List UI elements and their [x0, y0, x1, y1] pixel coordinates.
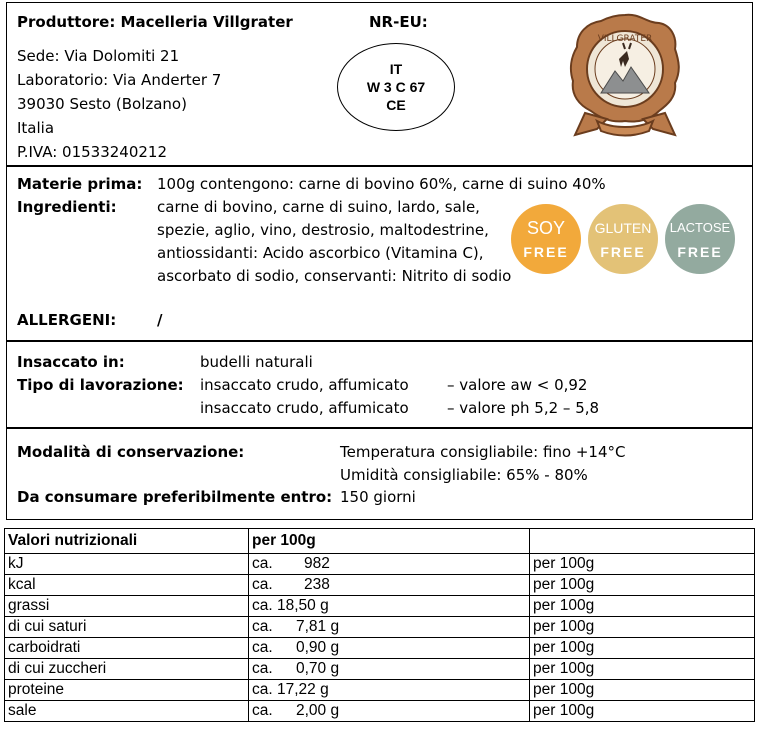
consumare-label: Da consumare preferibilmente entro: — [17, 488, 333, 506]
tipo-label: Tipo di lavorazione: — [17, 376, 184, 394]
soy-free-bottom: FREE — [523, 244, 569, 260]
ca-label: ca. — [252, 555, 273, 572]
ca-label: ca. — [252, 618, 273, 635]
nutrition-header-per100: per 100g — [249, 529, 530, 554]
table-row — [5, 596, 755, 617]
nutrient-name: grassi — [5, 596, 249, 617]
producer-laboratorio: Laboratorio: Via Anderter 7 — [17, 71, 222, 89]
nutrient-name: proteine — [5, 680, 249, 701]
gluten-free-badge — [588, 204, 658, 274]
gluten-free-top: GLUTEN — [594, 220, 652, 236]
nutrient-name: kJ — [5, 554, 249, 575]
nutrient-value-cell — [249, 701, 530, 722]
nutrient-value-cell — [249, 659, 530, 680]
nutrition-table — [4, 528, 755, 722]
nutrition-header-name: Valori nutrizionali — [5, 529, 249, 554]
nr-eu-stamp — [337, 43, 455, 131]
nutrient-value-cell — [249, 554, 530, 575]
lactose-free-bottom: FREE — [677, 244, 723, 260]
insaccato-label: Insaccato in: — [17, 353, 125, 371]
nutrient-unit: per 100g — [530, 701, 755, 722]
tipo-row2-value: insaccato crudo, affumicato — [200, 399, 409, 417]
nutrient-value-cell — [249, 596, 530, 617]
table-row — [5, 575, 755, 596]
producer-sede: Sede: Via Dolomiti 21 — [17, 47, 180, 65]
table-row — [5, 659, 755, 680]
villgrater-logo — [567, 11, 683, 143]
tipo-row1-value: insaccato crudo, affumicato — [200, 376, 409, 394]
nutrient-unit: per 100g — [530, 659, 755, 680]
nutrient-unit: per 100g — [530, 596, 755, 617]
ingredienti-line-1: carne di bovino, carne di suino, lardo, sale, — [157, 198, 480, 216]
logo-text: VILLGRATER — [597, 34, 653, 44]
nr-eu-code: W 3 C 67 — [366, 79, 426, 95]
insaccato-value: budelli naturali — [200, 353, 313, 371]
allergeni-value: / — [157, 311, 163, 329]
gluten-free-bottom: FREE — [600, 244, 646, 260]
nr-eu-label: NR-EU: — [369, 13, 428, 31]
table-row — [5, 680, 755, 701]
nutrient-value: 17,22 g — [277, 681, 329, 698]
nutrient-value: 7,81 g — [296, 618, 340, 635]
nutrient-value: 982 — [304, 555, 330, 572]
nutrient-name: sale — [5, 701, 249, 722]
table-row — [5, 701, 755, 722]
nutrient-name: kcal — [5, 575, 249, 596]
nutrient-value: 18,50 g — [277, 597, 329, 614]
tipo-row1-note: – valore aw < 0,92 — [447, 376, 588, 394]
nutrition-header-row — [5, 529, 755, 554]
ingredienti-label: Ingredienti: — [17, 198, 117, 216]
nutrient-value: 2,00 g — [296, 702, 340, 719]
nutrient-value: 0,90 g — [296, 639, 340, 656]
table-row — [5, 554, 755, 575]
lactose-free-badge — [665, 204, 735, 274]
allergeni-label: ALLERGENI: — [17, 311, 117, 329]
nutrient-unit: per 100g — [530, 638, 755, 659]
nutrient-unit: per 100g — [530, 554, 755, 575]
nutrient-unit: per 100g — [530, 575, 755, 596]
nutrient-name: di cui saturi — [5, 617, 249, 638]
nutrient-unit: per 100g — [530, 617, 755, 638]
ca-label: ca. — [252, 576, 273, 593]
ingredienti-line-2: spezie, aglio, vino, destrosio, maltodestrine, — [157, 221, 489, 239]
nutrient-value-cell — [249, 575, 530, 596]
nr-eu-country: IT — [389, 61, 403, 77]
nutrient-value-cell — [249, 680, 530, 701]
ca-label: ca. — [252, 681, 273, 698]
materie-value: 100g contengono: carne di bovino 60%, carne di suino 40% — [157, 175, 606, 193]
nutrient-value: 238 — [304, 576, 330, 593]
producer-country: Italia — [17, 119, 55, 137]
storage-humidity: Umidità consigliabile: 65% - 80% — [340, 466, 588, 484]
nutrient-unit: per 100g — [530, 680, 755, 701]
producer-city: 39030 Sesto (Bolzano) — [17, 95, 187, 113]
nutrient-value-cell — [249, 617, 530, 638]
storage-temperature: Temperatura consigliabile: fino +14°C — [340, 443, 626, 461]
nutrition-header-empty — [530, 529, 755, 554]
table-row — [5, 638, 755, 659]
ca-label: ca. — [252, 639, 273, 656]
tipo-row2-note: – valore ph 5,2 – 5,8 — [447, 399, 600, 417]
nutrient-name: carboidrati — [5, 638, 249, 659]
producer-piva: P.IVA: 01533240212 — [17, 143, 167, 161]
ca-label: ca. — [252, 702, 273, 719]
processing-section — [6, 341, 753, 428]
ca-label: ca. — [252, 660, 273, 677]
consumare-value: 150 giorni — [340, 488, 416, 506]
nutrient-value: 0,70 g — [296, 660, 340, 677]
producer-section — [6, 2, 753, 166]
storage-section — [6, 428, 753, 520]
nutrient-value-cell — [249, 638, 530, 659]
modalita-label: Modalità di conservazione: — [17, 443, 245, 461]
table-row — [5, 617, 755, 638]
ingredienti-line-4: ascorbato di sodio, conservanti: Nitrito di sodio — [157, 267, 512, 285]
nutrient-name: di cui zuccheri — [5, 659, 249, 680]
soy-free-badge — [511, 204, 581, 274]
ca-label: ca. — [252, 597, 273, 614]
ingredienti-line-3: antiossidanti: Acido ascorbico (Vitamina C), — [157, 244, 484, 262]
nr-eu-ce: CE — [386, 97, 406, 113]
materie-label: Materie prima: — [17, 175, 143, 193]
producer-title: Produttore: Macelleria Villgrater — [17, 13, 293, 31]
lactose-free-top: LACTOSE — [669, 220, 731, 235]
soy-free-top: SOY — [526, 218, 565, 238]
